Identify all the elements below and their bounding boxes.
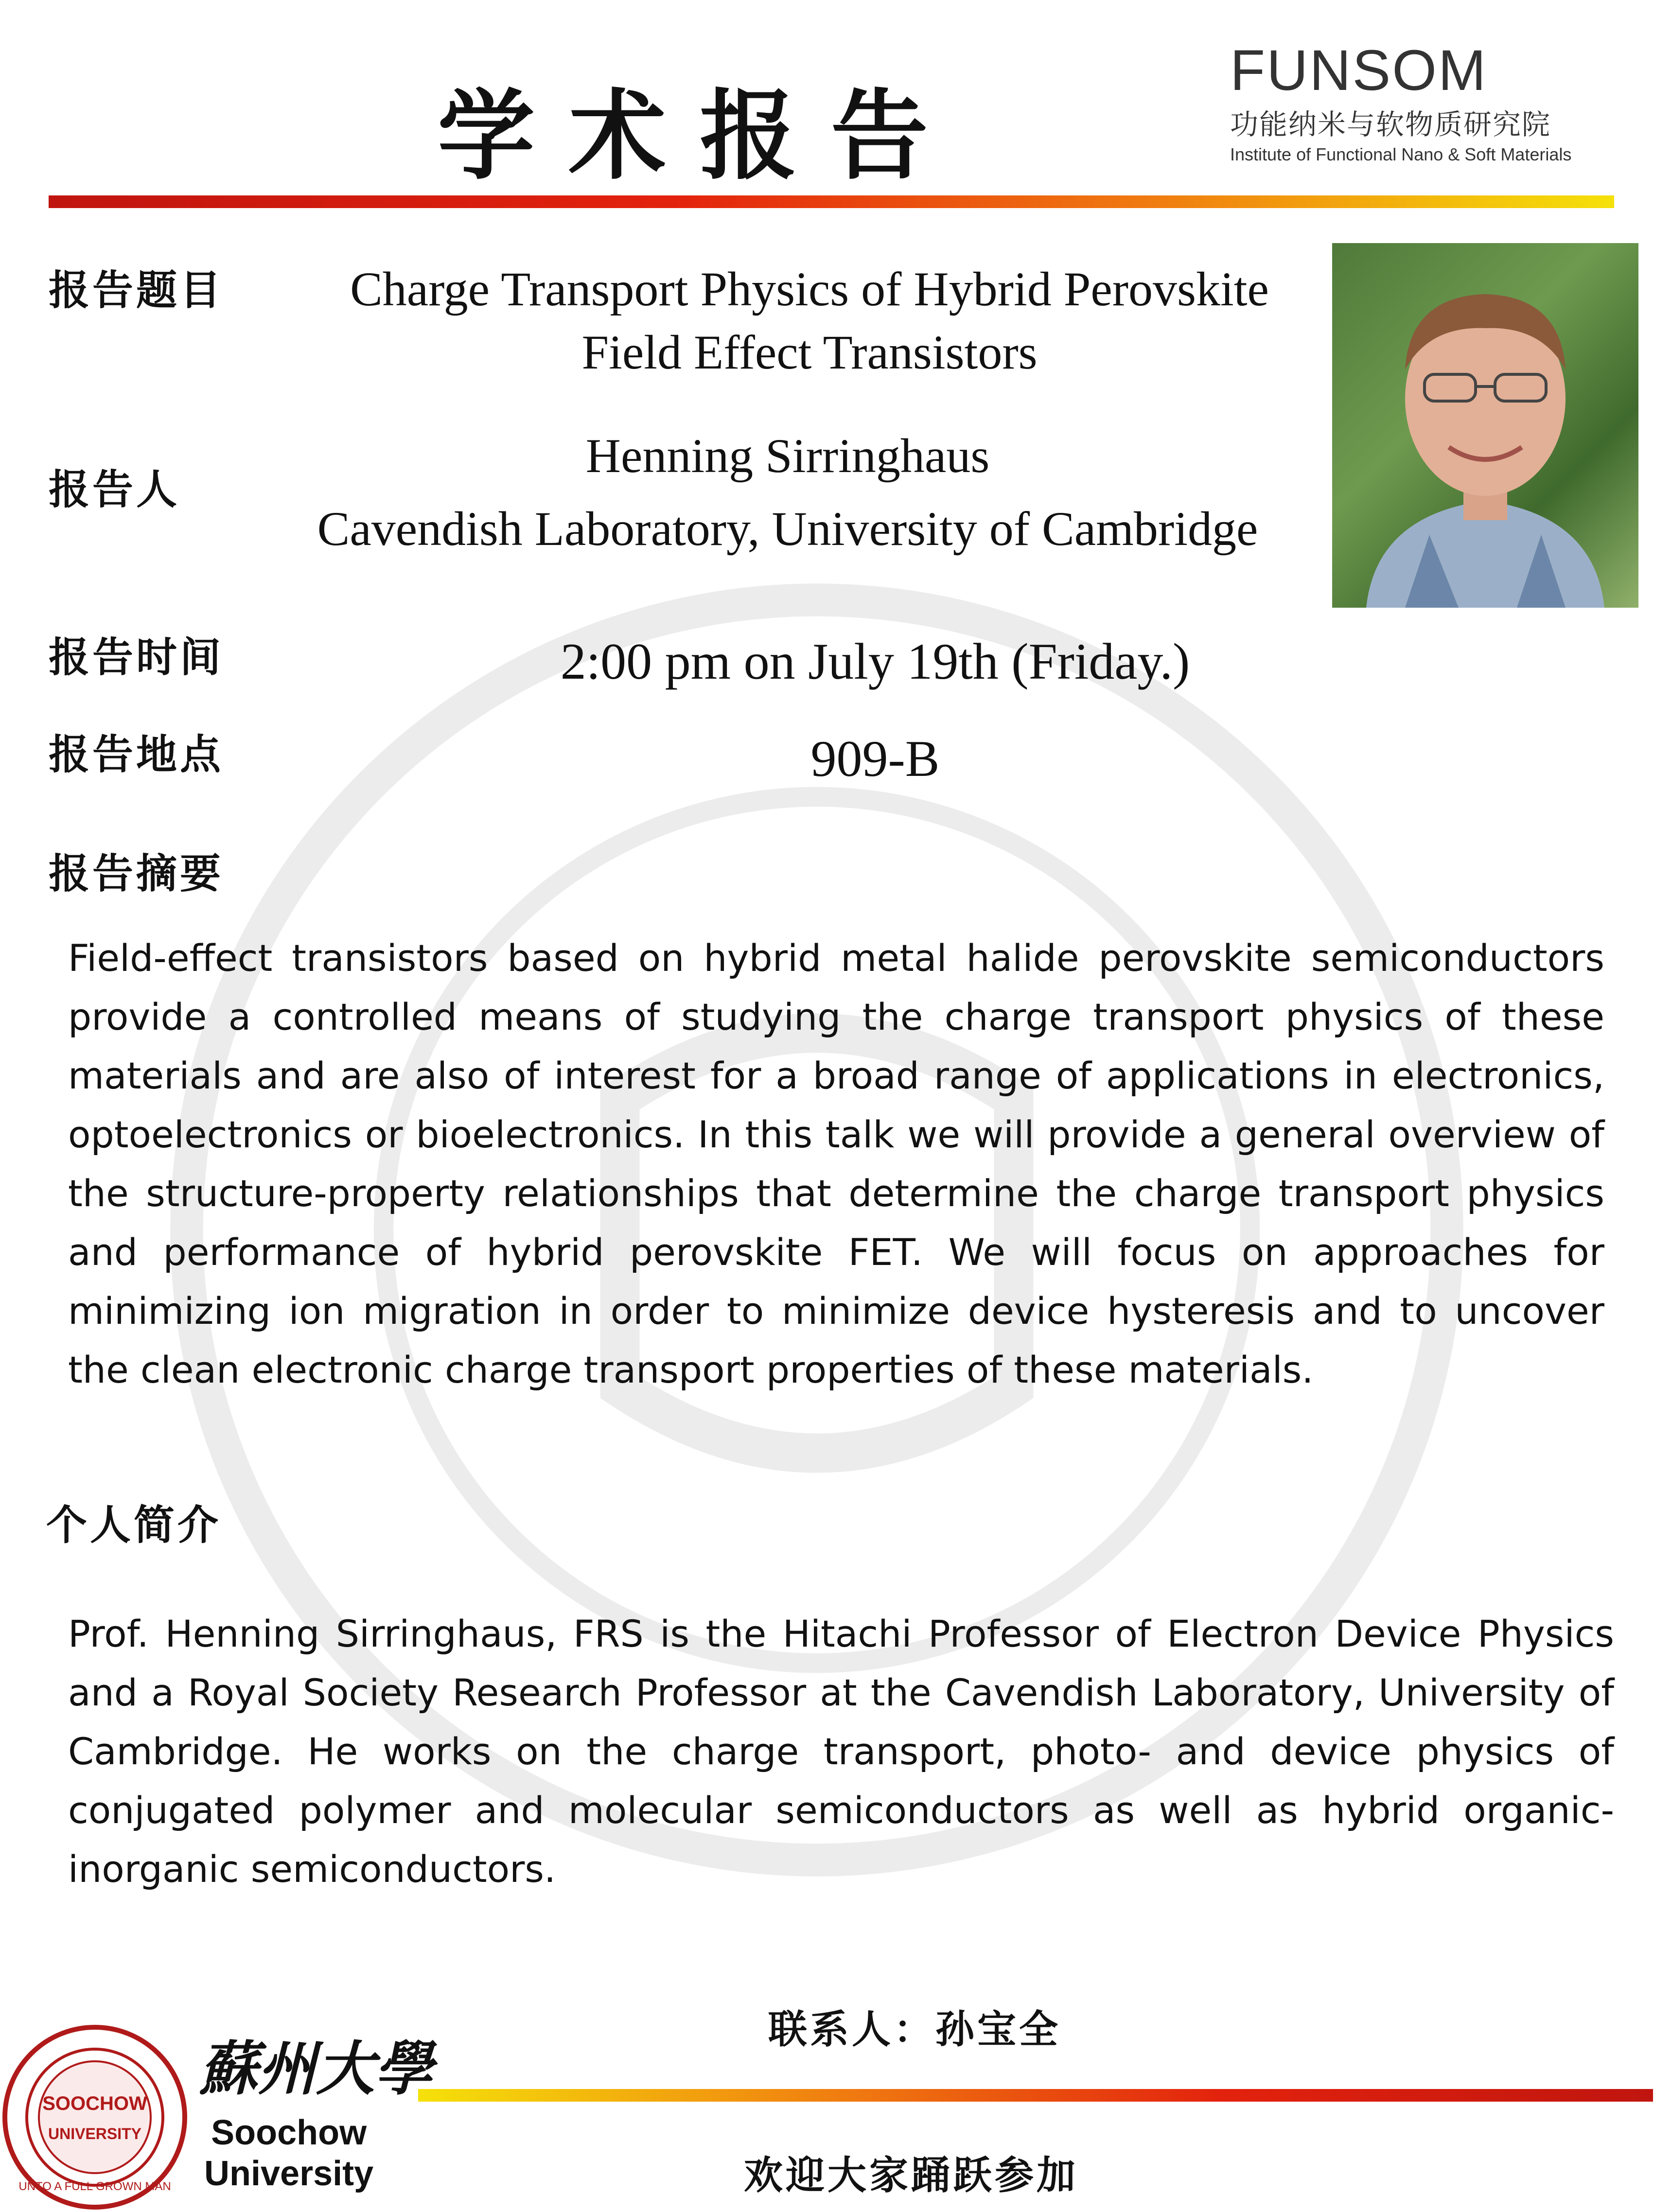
speaker-affiliation: Cavendish Laboratory, University of Cambridge	[317, 502, 1258, 556]
logo-name-cn: 功能纳米与软物质研究院	[1230, 108, 1551, 141]
label-time: 报告时间	[49, 633, 224, 681]
seal-ring-text: UNTO A FULL GROWN MAN	[18, 2180, 171, 2193]
page-title: 学 术 报 告	[438, 79, 928, 193]
funsom-logo	[1230, 38, 1619, 165]
label-abstract: 报告摘要	[49, 849, 224, 897]
talk-title-line1: Charge Transport Physics of Hybrid Perovskite	[350, 262, 1269, 316]
label-bio: 个人简介	[46, 1501, 222, 1549]
label-topic: 报告题目	[49, 266, 224, 314]
university-en-line2: University	[204, 2154, 374, 2193]
speaker-name: Henning Sirringhaus	[585, 429, 990, 483]
seal-top-text: SOOCHOW	[42, 2093, 147, 2114]
bio-text: Prof. Henning Sirringhaus, FRS is the Hitachi Professor of Electron Device Physics and a Royal Society Research Professor at the Cavendish Laboratory, University of Cambridge. He works on the charge transport, photo- and device physics of conjugated polymer and molecular semiconductors as well as hybrid organic-inorganic semiconductors.	[68, 1612, 1614, 1891]
label-location: 报告地点	[49, 730, 224, 778]
university-seal-icon	[0, 2022, 190, 2212]
university-name-en	[204, 2112, 373, 2194]
header-divider-bar	[49, 195, 1614, 208]
abstract-text: Field-effect transistors based on hybrid metal halide perovskite semiconductors provide a controlled means of studying the charge transport physics of these materials and are also of interest for a broad range of applications in electronics, optoelectronics or bioelectronics. In this talk we will provide a general overview of the structure-property relationships that determine the charge transport physics and performance of hybrid perovskite FET. We will focus on approaches for minimizing ion migration in order to minimize device hysteresis and to uncover the clean electronic charge transport properties of these materials.	[68, 936, 1604, 1391]
welcome-text: 欢迎大家踊跃参加	[744, 2152, 1078, 2198]
seal-bottom-text: UNIVERSITY	[48, 2125, 142, 2142]
contact-person: 联系人：孙宝全	[768, 2006, 1061, 2052]
university-name-cn: 蘇州大學	[199, 2035, 433, 2103]
portrait-illustration	[1332, 243, 1638, 608]
university-en-line1: Soochow	[211, 2113, 367, 2152]
footer-divider-bar	[418, 2089, 1653, 2102]
talk-location: 909-B	[810, 730, 940, 787]
talk-time: 2:00 pm on July 19th (Friday.)	[560, 633, 1190, 690]
logo-brand: FUNSOM	[1230, 38, 1488, 103]
logo-name-en: Institute of Functional Nano & Soft Materials	[1230, 144, 1572, 164]
label-speaker: 报告人	[49, 465, 180, 513]
talk-title	[301, 258, 1318, 384]
talk-title-line2: Field Effect Transistors	[581, 325, 1038, 379]
speaker-photo	[1332, 243, 1638, 608]
